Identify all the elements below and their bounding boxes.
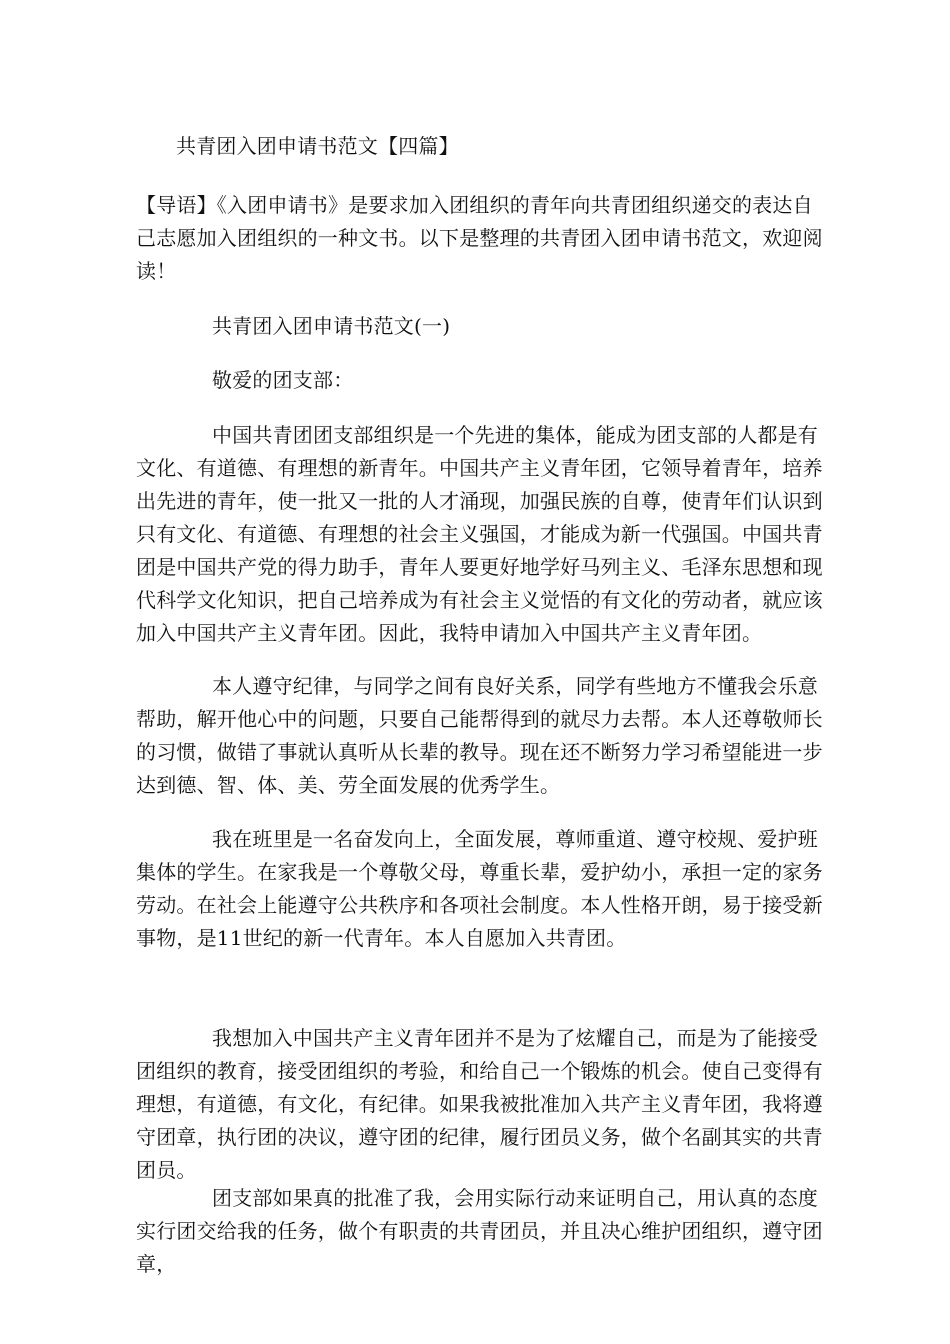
- body-paragraph-2: 本人遵守纪律，与同学之间有良好关系，同学有些地方不懂我会乐意帮助，解开他心中的问题，只要自己能帮得到的就尽力去帮。本人还尊敬师长的习惯，做错了事就认真听从长辈的教导。现在还不断努力学习希望能进一步达到德、智、体、美、劳全面发展的优秀学生。: [136, 674, 823, 797]
- intro-paragraph: 【导语】《入团申请书》是要求加入团组织的青年向共青团组织递交的表达自己志愿加入团组织的一种文书。以下是整理的共青团入团申请书范文，欢迎阅读！: [136, 193, 823, 283]
- body-paragraph-3: 我在班里是一名奋发向上，全面发展，尊师重道、遵守校规、爱护班集体的学生。在家我是一个尊敬父母，尊重长辈，爱护幼小，承担一定的家务劳动。在社会上能遵守公共秩序和各项社会制度。本人性格开朗，易于接受新事物，是11世纪的新一代青年。本人自愿加入共青团。: [136, 827, 823, 950]
- body-paragraph-1: 中国共青团团支部组织是一个先进的集体，能成为团支部的人都是有文化、有道德、有理想的新青年。中国共产主义青年团，它领导着青年，培养出先进的青年，使一批又一批的人才涌现，加强民族的自尊，使青年们认识到只有文化、有道德、有理想的社会主义强国，才能成为新一代强国。中国共青团是中国共产党的得力助手，青年人要更好地学好马列主义、毛泽东思想和现代科学文化知识，把自己培养成为有社会主义觉悟的有文化的劳动者，就应该加入中国共产主义青年团。因此，我特申请加入中国共产主义青年团。: [136, 423, 823, 645]
- section-heading: 共青团入团申请书范文(一): [212, 314, 451, 338]
- body-paragraph-5: 团支部如果真的批准了我，会用实际行动来证明自己，用认真的态度实行团交给我的任务，做个有职责的共青团员，并且决心维护团组织，遵守团章，: [136, 1186, 823, 1276]
- salutation: 敬爱的团支部：: [212, 368, 354, 392]
- body-paragraph-4: 我想加入中国共产主义青年团并不是为了炫耀自己，而是为了能接受团组织的教育，接受团组织的考验，和给自己一个锻炼的机会。使自己变得有理想，有道德，有文化，有纪律。如果我被批准加入共产主义青年团，我将遵守团章，执行团的决议，遵守团的纪律，履行团员义务，做个名副其实的共青团员。: [136, 1026, 823, 1182]
- document-title: 共青团入团申请书范文【四篇】: [176, 134, 459, 158]
